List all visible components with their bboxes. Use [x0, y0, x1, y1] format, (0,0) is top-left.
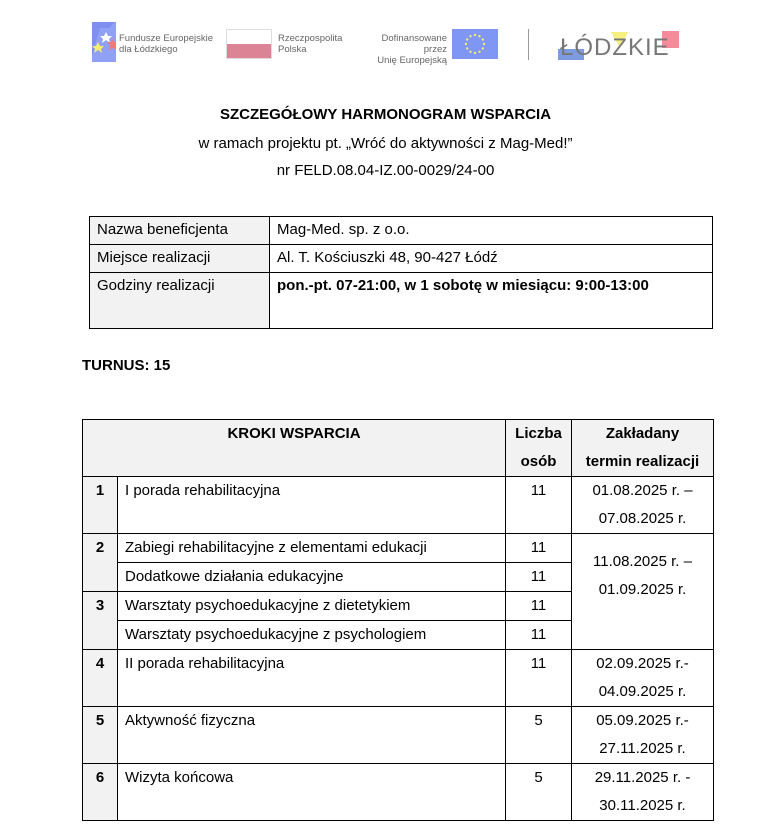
project-subtitle: w ramach projektu pt. „Wróć do aktywności z Mag-Med!”: [198, 135, 573, 152]
info-label: Godziny realizacji: [90, 273, 270, 329]
table-row: [83, 707, 714, 764]
step-date: [572, 477, 714, 534]
step-name: Zabiegi rehabilitacyjne z elementami edukacji: [118, 534, 506, 563]
date-end: 04.09.2025 r.: [598, 683, 687, 700]
eu-flag-icon: [452, 29, 498, 59]
step-count: 5: [506, 764, 572, 821]
table-row: [83, 650, 714, 707]
beneficiary-info-table: [89, 216, 713, 329]
step-count: 11: [506, 563, 572, 592]
header-liczba: [506, 420, 572, 477]
header-kroki: KROKI WSPARCIA: [83, 420, 506, 477]
date-start: 29.11.2025 r. -: [594, 769, 691, 786]
date-start: 02.09.2025 r.-: [596, 655, 689, 672]
step-name: II porada rehabilitacyjna: [118, 650, 506, 707]
step-name: Warsztaty psychoedukacyjne z psychologiem: [118, 621, 506, 650]
step-number: 5: [83, 707, 118, 764]
fe-logo-text: [119, 33, 213, 55]
date-end: 27.11.2025 r.: [599, 740, 686, 757]
project-number: nr FELD.08.04-IZ.00-0029/24-00: [276, 162, 495, 179]
rp-line2: Polska: [278, 44, 307, 55]
eu-line1: Dofinansowane przez: [381, 33, 447, 55]
step-count: 11: [506, 592, 572, 621]
date-end: 01.09.2025 r.: [598, 581, 687, 598]
step-date: [572, 764, 714, 821]
date-end: 30.11.2025 r.: [599, 797, 686, 814]
step-number: 2: [83, 534, 118, 592]
rp-line1: Rzeczpospolita: [278, 33, 343, 44]
date-start: 05.09.2025 r.-: [596, 712, 689, 729]
header-liczba-line1: Liczba: [515, 425, 562, 442]
polish-flag-icon: [226, 29, 272, 59]
step-count: 11: [506, 534, 572, 563]
table-row: [83, 764, 714, 821]
eu-line2: Unię Europejską: [377, 55, 447, 66]
step-date: [572, 534, 714, 650]
info-value: pon.-pt. 07-21:00, w 1 sobotę w miesiącu: 9:00-13:00: [270, 273, 713, 329]
step-number: 3: [83, 592, 118, 650]
eu-logo-text: [360, 33, 447, 66]
fundusze-europejskie-logo-icon: [92, 22, 116, 62]
step-date: [572, 707, 714, 764]
rp-logo-text: [278, 33, 342, 55]
header-termin-line2: termin realizacji: [585, 453, 700, 470]
support-steps-table: [82, 419, 714, 821]
step-name: Aktywność fizyczna: [118, 707, 506, 764]
header-liczba-line2: osób: [520, 453, 557, 470]
table-row: [83, 534, 714, 563]
step-name: Wizyta końcowa: [118, 764, 506, 821]
date-start: 11.08.2025 r. –: [593, 553, 692, 570]
lodzkie-logo-icon: [558, 30, 683, 60]
table-header-row: [83, 420, 714, 477]
header-termin-line1: Zakładany: [605, 425, 680, 442]
info-row-hours: [90, 273, 713, 329]
fe-line2: dla Łódzkiego: [119, 44, 178, 55]
step-date: [572, 650, 714, 707]
info-label: Nazwa beneficjenta: [90, 217, 270, 245]
step-count: 5: [506, 707, 572, 764]
date-end: 07.08.2025 r.: [598, 510, 687, 527]
table-row: [83, 477, 714, 534]
info-row-beneficiary: [90, 217, 713, 245]
step-count: 11: [506, 650, 572, 707]
step-name: Dodatkowe działania edukacyjne: [118, 563, 506, 592]
svg-text:ŁÓDZKIE: ŁÓDZKIE: [560, 34, 670, 60]
step-number: 1: [83, 477, 118, 534]
document-title: SZCZEGÓŁOWY HARMONOGRAM WSPARCIA: [219, 106, 552, 123]
date-start: 01.08.2025 r. –: [592, 482, 693, 499]
step-name: I porada rehabilitacyjna: [118, 477, 506, 534]
fe-line1: Fundusze Europejskie: [119, 33, 213, 44]
step-count: 11: [506, 621, 572, 650]
step-name: Warsztaty psychoedukacyjne z dietetykiem: [118, 592, 506, 621]
info-value: Al. T. Kościuszki 48, 90-427 Łódź: [270, 245, 713, 273]
turnus-label: TURNUS: 15: [82, 357, 171, 374]
header-termin: [572, 420, 714, 477]
info-row-location: [90, 245, 713, 273]
step-number: 6: [83, 764, 118, 821]
step-count: 11: [506, 477, 572, 534]
logo-divider: [528, 29, 529, 60]
info-value: Mag-Med. sp. z o.o.: [270, 217, 713, 245]
info-label: Miejsce realizacji: [90, 245, 270, 273]
step-number: 4: [83, 650, 118, 707]
